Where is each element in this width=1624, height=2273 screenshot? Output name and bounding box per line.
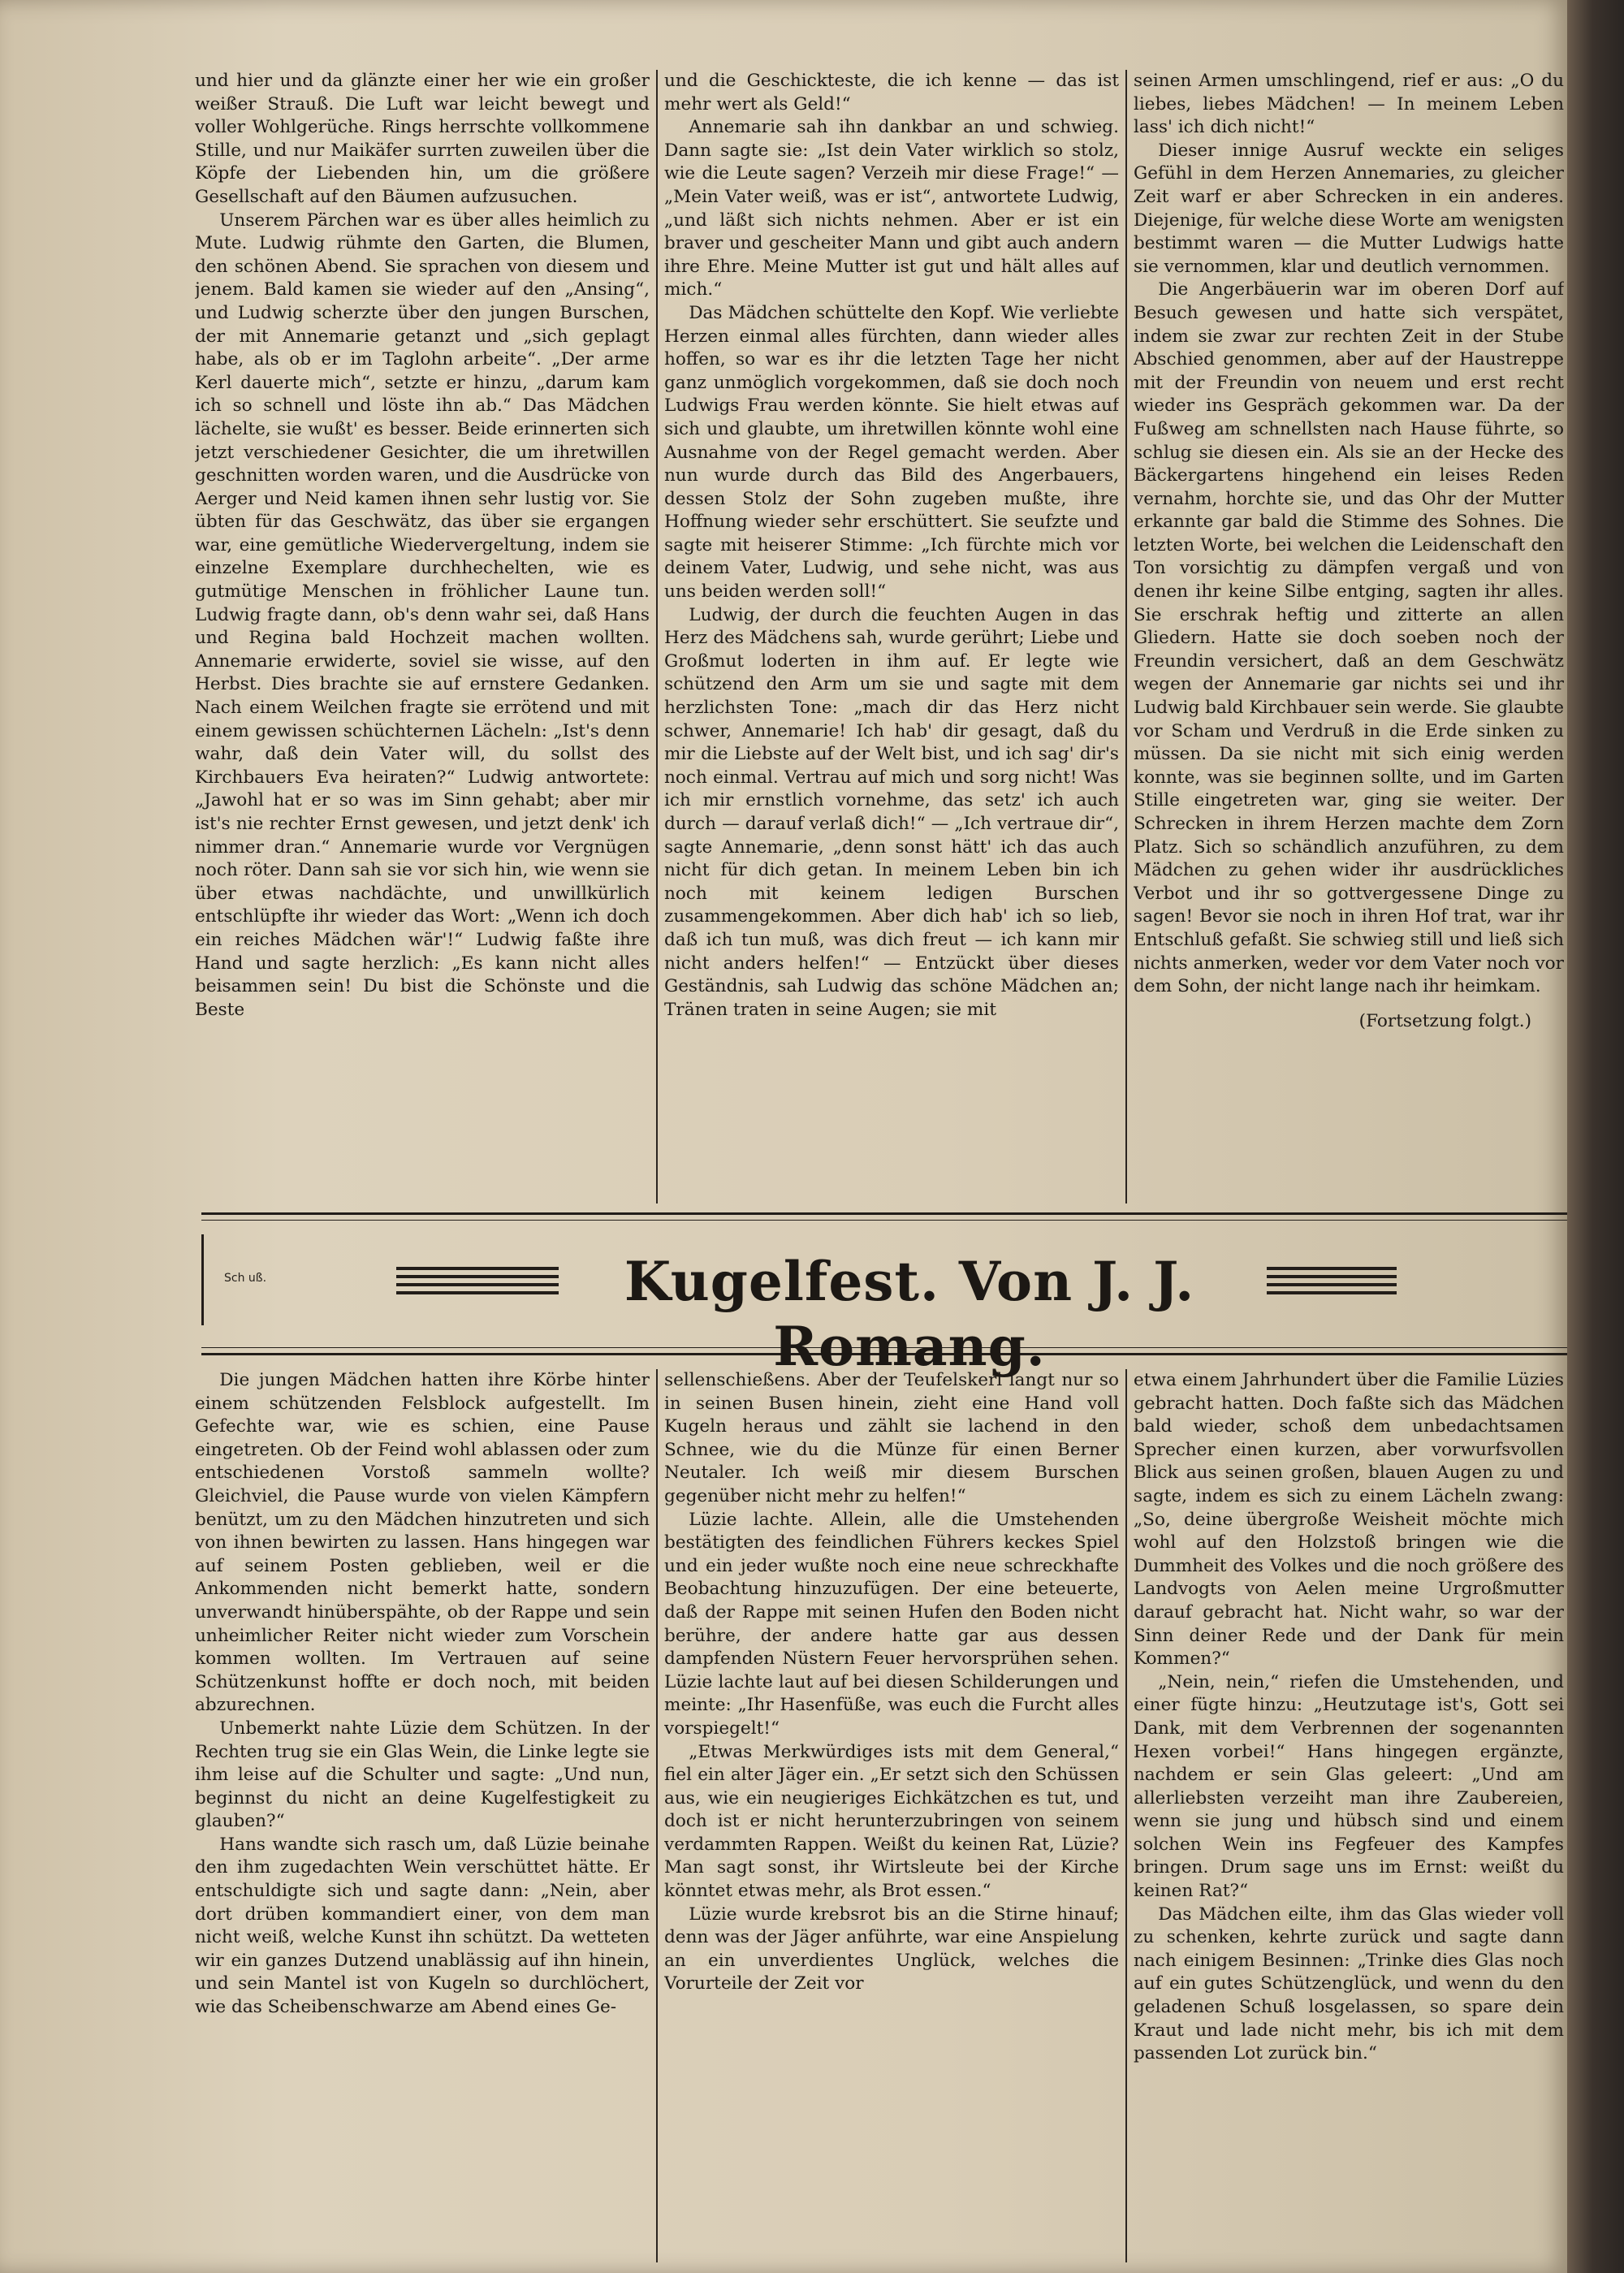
- article-paragraph: Hans wandte sich rasch um, daß Lüzie beinahe den ihm zugedachten Wein verschüttet hätte. Er entschuldigte sich und sagte dann: „Nein, aber dort drüben kommandiert einer, von dem man nicht weiß, welche Kunst ihn schützt. Da wetteten wir ein ganzes Dutzend unablässig auf ihn hinein, und sein Mantel ist von Kugeln so durchlöchert, wie das Scheibenschwarze am Abend eines Ge-: [195, 1834, 650, 2018]
- story-paragraph: Die Angerbäuerin war im oberen Dorf auf Besuch gewesen und hatte sich verspätet, indem sie zwar zur rechten Zeit in der Stube Abschied genommen, aber auf der Haustreppe mit der Freundin von neuem und erst recht wieder ins Gespräch gekommen war. Da der Fußweg am schnellsten nach Hause führte, so schlug sie diesen ein. Als sie an der Hecke des Bäckergartens hingehend ein leises Reden vernahm, horchte sie, und das Ohr der Mutter erkannte gar bald die Stimme des Sohnes. Die letzten Worte, bei welchen die Leidenschaft den Ton vorsichtig zu dämpfen vergaß und von denen ihr keine Silbe entging, sagten ihr alles. Sie erschrak heftig und zitterte an allen Gliedern. Hatte sie doch soeben noch der Freundin versichert, daß an dem Geschwätz wegen der Annemarie gar nichts sei und ihr Ludwig bald Kirchbauer sein werde. Sie glaubte vor Scham und Verdruß in die Erde sinken zu müssen. Da sie nicht mit sich einig werden konnte, was sie beginnen sollte, und im Garten Stille eingetreten war, ging sie weiter. Der Schrecken in ihrem Herzen machte dem Zorn Platz. Sich so schändlich anzuführen, zu dem Mädchen zu gehen wider ihr ausdrückliches Verbot und ihr so gottvergessene Dinge zu sagen! Bevor sie noch in ihren Hof trat, war ihr Entschluß gefaßt. Sie schwieg still und ließ sich nichts anmerken, weder vor dem Vater noch vor dem Sohn, der nicht lange nach ihr heimkam.: [1134, 279, 1564, 997]
- story-paragraph: Annemarie sah ihn dankbar an und schwieg. Dann sagte sie: „Ist dein Vater wirklich so stolz, wie die Leute sagen? Verzeih mir diese Frage!“ — „Mein Vater weiß, was er ist“, antwortete Ludwig, „und läßt sich nichts nehmen. Aber er ist ein braver und gescheiter Mann und gibt auch andern ihre Ehre. Meine Mutter ist gut und hält alles auf mich.“: [664, 117, 1119, 300]
- article-column-2: [664, 1369, 1119, 2262]
- story-paragraph: Das Mädchen schüttelte den Kopf. Wie verliebte Herzen einmal alles fürchten, dann wieder alles hoffen, so war es ihr die letzten Tage her nicht ganz unmöglich vorgekommen, daß sie doch noch Ludwigs Frau werden könnte. Sie hielt etwas auf sich und glaubte, um ihretwillen könnte wohl eine Ausnahme von der Regel gemacht werden. Aber nun wurde durch das Bild des Angerbauers, dessen Stolz der Sohn zugeben mußte, ihre Hoffnung wieder sehr erschüttert. Sie seufzte und sagte mit heiserer Stimme: „Ich fürchte mich vor deinem Vater, Ludwig, und sehe nicht, was aus uns beiden werden soll!“: [664, 302, 1119, 603]
- story-column-2: [664, 70, 1119, 1195]
- article-title: Kugelfest. Von J. J. Romang.: [624, 1250, 1195, 1378]
- article-column-1: [195, 1369, 650, 2262]
- article-paragraph: Lüzie wurde krebsrot bis an die Stirne hinauf; denn was der Jäger anführte, war eine Anspielung an ein unverdientes Unglück, welches die Vorurteile der Zeit vor: [664, 1904, 1119, 1994]
- article-paragraph: Lüzie lachte. Allein, alle die Umstehenden bestätigten des feindlichen Führers keckes Spiel und ein jeder wußte noch eine neue schreckhafte Beobachtung hinzuzufügen. Der eine beteuerte, daß der Rappe mit seinen Hufen den Boden nicht berühre, der andere hatte gar aus dessen dampfenden Nüstern Feuer hervorsprühen sehen. Lüzie lachte laut auf bei diesen Schilderungen und meinte: „Ihr Hasenfüße, was euch die Furcht alles vorspiegelt!“: [664, 1509, 1119, 1739]
- story-paragraph: seinen Armen umschlingend, rief er aus: „O du liebes, liebes Mädchen! — In meinem Leben lass' ich dich nicht!“: [1134, 71, 1564, 138]
- column-rule: [656, 1369, 658, 2262]
- article-paragraph: „Nein, nein,“ riefen die Umstehenden, und einer fügte hinzu: „Heutzutage ist's, Gott sei Dank, mit dem Verbrennen der sogenannten Hexen vorbei!“ Hans hingegen ergänzte, nachdem er sein Glas geleert: „Und am allerliebsten verzeiht man ihre Zaubereien, wenn sie jung und hübsch sind und einem solchen Wein ins Fegfeuer des Kampfes bringen. Drum sage uns im Ernst: weißt du keinen Rat?“: [1134, 1671, 1564, 1902]
- article-paragraph: „Etwas Merkwürdiges ists mit dem General,“ fiel ein alter Jäger ein. „Er setzt sich den Schüssen aus, wie ein neugieriges Eichkätzchen es tut, und doch ist er nicht herunterzubringen von seinem verdammten Rappen. Weißt du keinen Rat, Lüzie? Man sagt sonst, ihr Wirtsleute bei der Kirche könntet etwas mehr, als Brot essen.“: [664, 1741, 1119, 1902]
- continued-notice: (Fortsetzung folgt.): [1358, 1010, 1531, 1031]
- article-paragraph: Unbemerkt nahte Lüzie dem Schützen. In der Rechten trug sie ein Glas Wein, die Linke legte sie ihm leise auf die Schulter und sagte: „Und nun, beginnst du nicht an deine Kugelfestigkeit zu glauben?“: [195, 1718, 650, 1832]
- binding-shadow: [1567, 0, 1624, 2273]
- article-paragraph: Das Mädchen eilte, ihm das Glas wieder voll zu schenken, kehrte zurück und sagte dann nach einigem Besinnen: „Trinke dies Glas noch auf ein gutes Schützenglück, und wenn du den geladenen Schuß losgelassen, so spare dein Kraut und lade nicht mehr, bis ich mit dem passenden Lot zurück bin.“: [1134, 1904, 1564, 2064]
- article-column-3: [1134, 1369, 1564, 2262]
- story-column-3: [1134, 70, 1564, 1195]
- article-paragraph: Die jungen Mädchen hatten ihre Körbe hinter einem schützenden Felsblock aufgestellt. Im Gefechte war, wie es schien, eine Pause eingetreten. Ob der Feind wohl ablassen oder zum entschiedenen Vorstoß sammeln wollte? Gleichviel, die Pause wurde von vielen Kämpfern benützt, um zu den Mädchen hinzutreten und sich von ihnen bewirten zu lassen. Hans hingegen war auf seinem Posten geblieben, weil er die Ankommenden nicht bemerkt hatte, sondern unverwandt hinüberspähte, ob der Rappe und sein unheimlicher Reiter nicht wieder zum Vorschein kommen wollten. Im Vertrauen auf seine Schützenkunst hoffte er doch noch, mit beiden abzurechnen.: [195, 1370, 650, 1716]
- article-paragraph: etwa einem Jahrhundert über die Familie Lüzies gebracht hatten. Doch faßte sich das Mädchen bald wieder, schoß dem unbedachtsamen Sprecher einen kurzen, aber vorwurfsvollen Blick aus seinen großen, blauen Augen zu und sagte, indem es sich zu einem Lächeln zwang: „So, deine übergroße Weisheit möchte mich wohl auf den Holzstoß bringen wie die Dummheit des Volkes und die noch größere des Landvogts von Aelen meine Urgroßmutter darauf gebracht hat. Nicht wahr, so war der Sinn deiner Rede und der Dank für mein Kommen?“: [1134, 1370, 1564, 1670]
- story-paragraph: Ludwig, der durch die feuchten Augen in das Herz des Mädchens sah, wurde gerührt; Liebe und Großmut loderten in ihm auf. Er legte wie schützend den Arm um sie und sagte mit dem herzlichsten Tone: „mach dir das Herz nicht schwer, Annemarie! Ich hab' dir gesagt, daß du mir die Liebste auf der Welt bist, und ich sag' dir's noch einmal. Vertrau auf mich und sorg nicht! Was ich mir ernstlich vornehme, das setz' ich auch durch — darauf verlaß dich!“ — „Ich vertraue dir“, sagte Annemarie, „denn sonst hätt' ich das auch nicht für dich getan. In meinem Leben bin ich noch mit keinem ledigen Burschen zusammengekommen. Aber dich hab' ich so lieb, daß ich tun muß, was dich freut — ich kann mir nicht anders helfen!“ — Entzückt über dieses Geständnis, sah Ludwig das schöne Mädchen an; Tränen traten in seine Augen; sie mit: [664, 604, 1119, 1020]
- column-rule: [1125, 1369, 1127, 2262]
- column-rule: [1125, 70, 1127, 1203]
- article-paragraph: sellenschießens. Aber der Teufelskerl langt nur so in seinen Busen hinein, zieht eine Hand voll Kugeln heraus und zählt sie lachend in den Schnee, wie du die Münze für einen Berner Neutaler. Ich weiß mir diesem Burschen gegenüber nicht mehr zu helfen!“: [664, 1370, 1119, 1506]
- story-paragraph: Dieser innige Ausruf weckte ein seliges Gefühl in dem Herzen Annemaries, zu gleicher Zeit warf er aber Schrecken in ein anderes. Diejenige, für welche diese Worte am wenigsten bestimmt waren — die Mutter Ludwigs hatte sie vernommen, klar und deutlich vernommen.: [1134, 140, 1564, 277]
- story-paragraph: Unserem Pärchen war es über alles heimlich zu Mute. Ludwig rühmte den Garten, die Blumen, den schönen Abend. Sie sprachen von diesem und jenem. Bald kamen sie wieder auf den „Ansing“, und Ludwig scherzte über den jungen Burschen, der mit Annemarie getanzt und „sich geplagt habe, als ob er im Taglohn arbeite“. „Der arme Kerl dauerte mich“, setzte er hinzu, „darum kam ich so schnell und löste ihn ab.“ Das Mädchen lächelte, sie wußt' es besser. Beide erinnerten sich jetzt verschiedener Gesichter, die um ihretwillen geschnitten worden waren, und die Ausdrücke von Aerger und Neid kamen ihnen sehr lustig vor. Sie übten für das Geschwätz, das über sie ergangen war, eine gemütliche Wiedervergeltung, indem sie einzelne Exemplare durchhechelten, wie es gutmütige Menschen in fröhlicher Laune tun. Ludwig fragte dann, ob's denn wahr sei, daß Hans und Regina bald Hochzeit machen wollten. Annemarie erwiderte, soviel sie wisse, auf den Herbst. Dies brachte sie auf ernstere Gedanken. Nach einem Weilchen fragte sie errötend und mit einem gewissen schüchternen Lächeln: „Ist's denn wahr, daß dein Vater will, du sollst des Kirchbauers Eva heiraten?“ Ludwig antwortete: „Jawohl hat er so was im Sinn gehabt; aber mir ist's nie rechter Ernst gewesen, und jetzt denk' ich nimmer dran.“ Annemarie wurde vor Vergnügen noch röter. Dann sah sie vor sich hin, wie wenn sie über etwas nachdächte, und unwillkürlich entschlüpfte ihr wieder das Wort: „Wenn ich doch ein reiches Mädchen wär'!“ Ludwig faßte ihre Hand und sagte herzlich: „Es kann nicht alles beisammen sein! Du bist die Schönste und die Beste: [195, 210, 650, 1020]
- kicker-label: Sch uß.: [224, 1272, 267, 1285]
- story-paragraph: und die Geschickteste, die ich kenne — das ist mehr wert als Geld!“: [664, 71, 1119, 115]
- ornament-lines-left: [396, 1267, 559, 1299]
- story-column-1: [195, 70, 650, 1195]
- column-rule: [656, 70, 658, 1203]
- story-paragraph: und hier und da glänzte einer her wie ein großer weißer Strauß. Die Luft war leicht bewegt und voller Wohlgerüche. Rings herrschte vollkommene Stille, und nur Maikäfer surrten zuweilen über die Köpfe der Liebenden hin, um die größere Gesellschaft auf den Bäumen aufzusuchen.: [195, 71, 650, 207]
- headline-frame-left: [201, 1234, 210, 1325]
- ornament-lines-right: [1267, 1267, 1397, 1299]
